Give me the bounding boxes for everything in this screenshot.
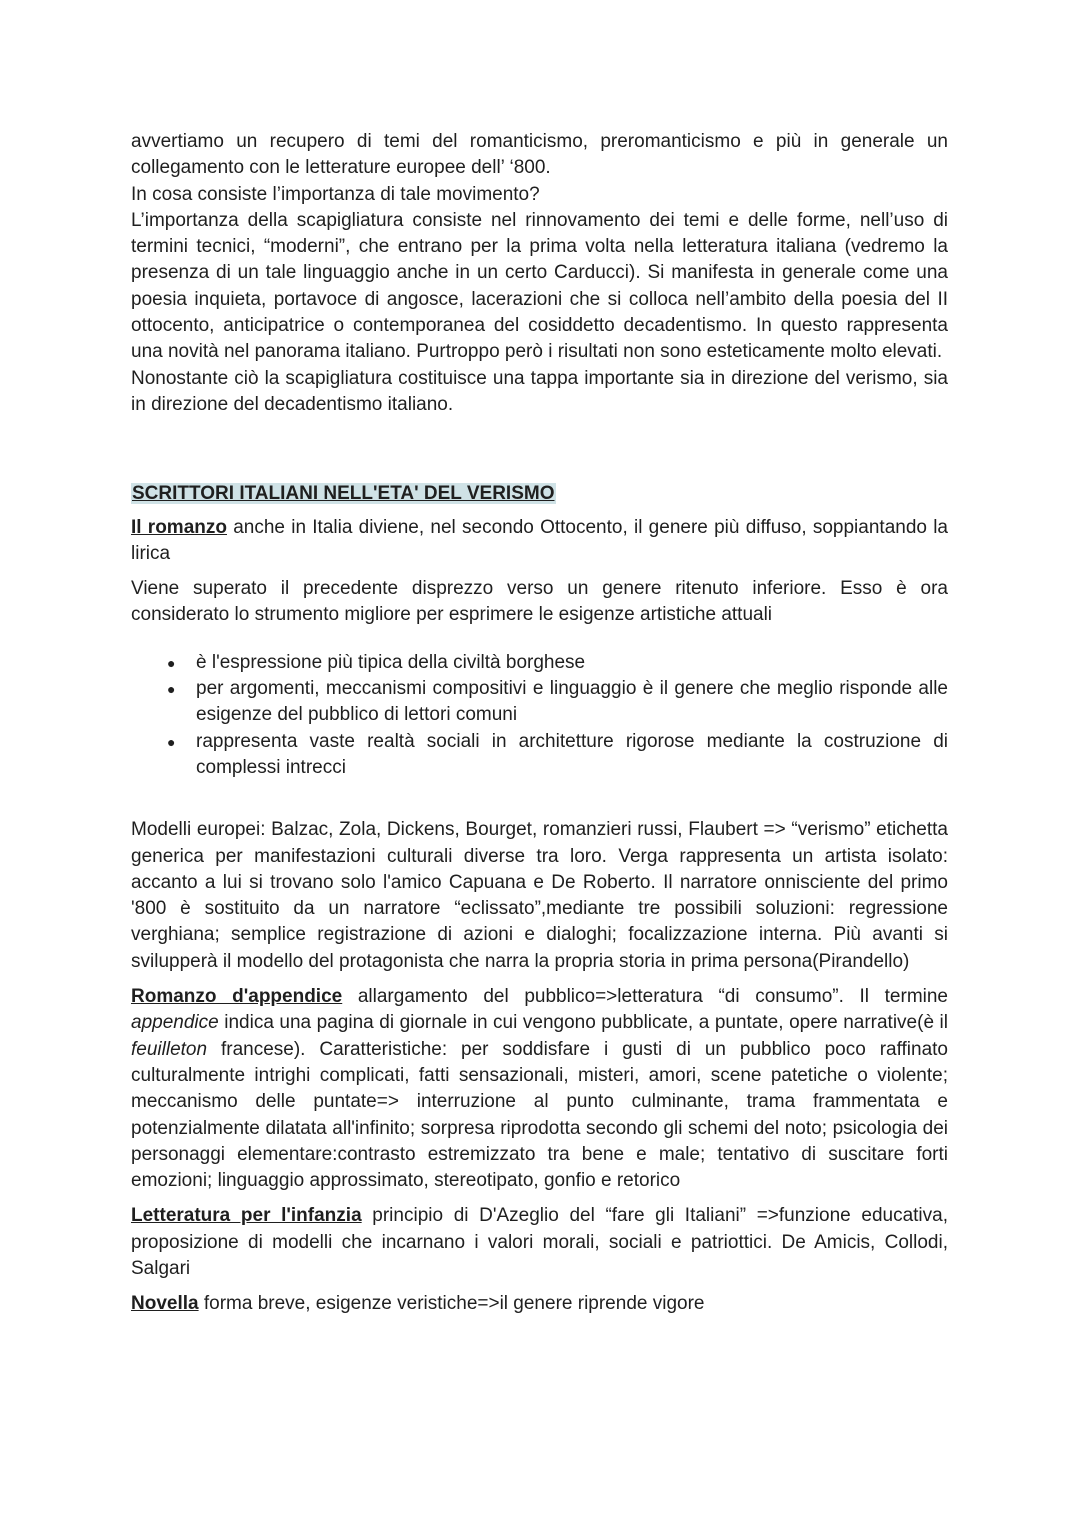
novella-text: forma breve, esigenze veristiche=>il genere riprende vigore (198, 1293, 705, 1315)
term-novella: Novella (131, 1293, 199, 1315)
list-item: ● rappresenta vaste realtà sociali in architetture rigorose mediante la costruzione di complessi intrecci (196, 729, 948, 782)
appendice-text: indica una pagina di giornale in cui vengono pubblicate, a puntate, opere narrative(è il (218, 1012, 948, 1034)
bullet-list (131, 650, 948, 781)
term-romanzo: Il romanzo (131, 516, 227, 538)
term-romanzo-appendice: Romanzo d'appendice (131, 986, 343, 1008)
novella-paragraph (131, 1291, 948, 1317)
term-letteratura-infanzia: Letteratura per l'infanzia (131, 1205, 362, 1227)
section-heading-text: SCRITTORI ITALIANI NELL'ETA' DEL VERISMO (132, 483, 555, 505)
romanzo-text: anche in Italia diviene, nel secondo Ottocento, il genere più diffuso, soppiantando la lirica (131, 516, 948, 564)
appendice-text: allargamento del pubblico=>letteratura “di consumo”. Il termine (342, 986, 949, 1008)
feuilleton-italic: feuilleton (131, 1038, 208, 1060)
intro-question: In cosa consiste l’importanza di tale movimento? (131, 183, 540, 205)
appendice-paragraph (131, 984, 948, 1194)
appendice-italic: appendice (131, 1012, 219, 1034)
romanzo-paragraph (131, 515, 948, 568)
infanzia-text: principio di D'Azeglio del “fare gli Italiani” =>funzione educativa, proposizione di modelli che incarnano i valori morali, sociali e patriottici. De Amicis, Collodi, Salgari (131, 1205, 948, 1279)
superato-paragraph: Viene superato il precedente disprezzo verso un genere ritenuto inferiore. Esso è ora considerato lo strumento migliore per esprimere le esigenze artistiche attuali (131, 578, 948, 626)
modelli-paragraph: Modelli europei: Balzac, Zola, Dickens, Bourget, romanzieri russi, Flaubert => “verismo” etichetta generica per manifestazioni culturali diverse tra loro. Verga rappresenta un artista isolato: accanto a lui si trovano solo l'amico Capuana e De Roberto. Il narratore onnisciente del primo '800 è sostituito da un narratore “eclissato”,mediante tre possibili soluzioni: regressione verghiana; semplice registrazione di azioni e dialoghi; focalizzazione interna. Più avanti si svilupperà il modello del protagonista che narra la propria storia in prima persona(Pirandello) (131, 819, 948, 972)
list-item: ● è l'espressione più tipica della civiltà borghese (196, 650, 948, 676)
list-item: ● per argomenti, meccanismi compositivi e linguaggio è il genere che meglio risponde alle esigenze del pubblico di lettori comuni (196, 676, 948, 729)
section-heading (131, 481, 948, 507)
intro-paragraph: avvertiamo un recupero di temi del romanticismo, preromanticismo e più in generale un collegamento con le letterature europee dell’ ‘800. (131, 131, 948, 179)
appendice-text: francese). Caratteristiche: per soddisfare i gusti di un pubblico poco raffinato culturalmente intrighi complicati, fatti sensazionali, misteri, amori, scene patetiche o violente; meccanismo delle puntate=> interruzione al punto culminante, trama frammentata e potenzialmente dilatata all'infinito; sorpresa riprodotta secondo gli schemi del noto; psicologia dei personaggi elementare:contrasto estremizzato tra bene e male; tentativo di suscitare forti emozioni; linguaggio approssimato, stereotipato, gonfio e retorico (131, 1038, 948, 1192)
infanzia-paragraph (131, 1203, 948, 1282)
intro-paragraph: Nonostante ciò la scapigliatura costituisce una tappa importante sia in direzione del verismo, sia in direzione del decadentismo italiano. (131, 367, 948, 415)
intro-paragraph: L’importanza della scapigliatura consiste nel rinnovamento dei temi e delle forme, nell’uso di termini tecnici, “moderni”, che entrano per la prima volta nella letteratura italiana (vedremo la presenza di un tale linguaggio anche in un certo Carducci). Si manifesta in generale come una poesia inquieta, portavoce di angosce, lacerazioni che si colloca nell’ambito della poesia del II ottocento, anticipatrice o contemporanea del cosiddetto decadentismo. In questo rappresenta una novità nel panorama italiano. Purtroppo però i risultati non sono esteticamente molto elevati. (131, 209, 948, 363)
document-page (131, 129, 948, 1318)
